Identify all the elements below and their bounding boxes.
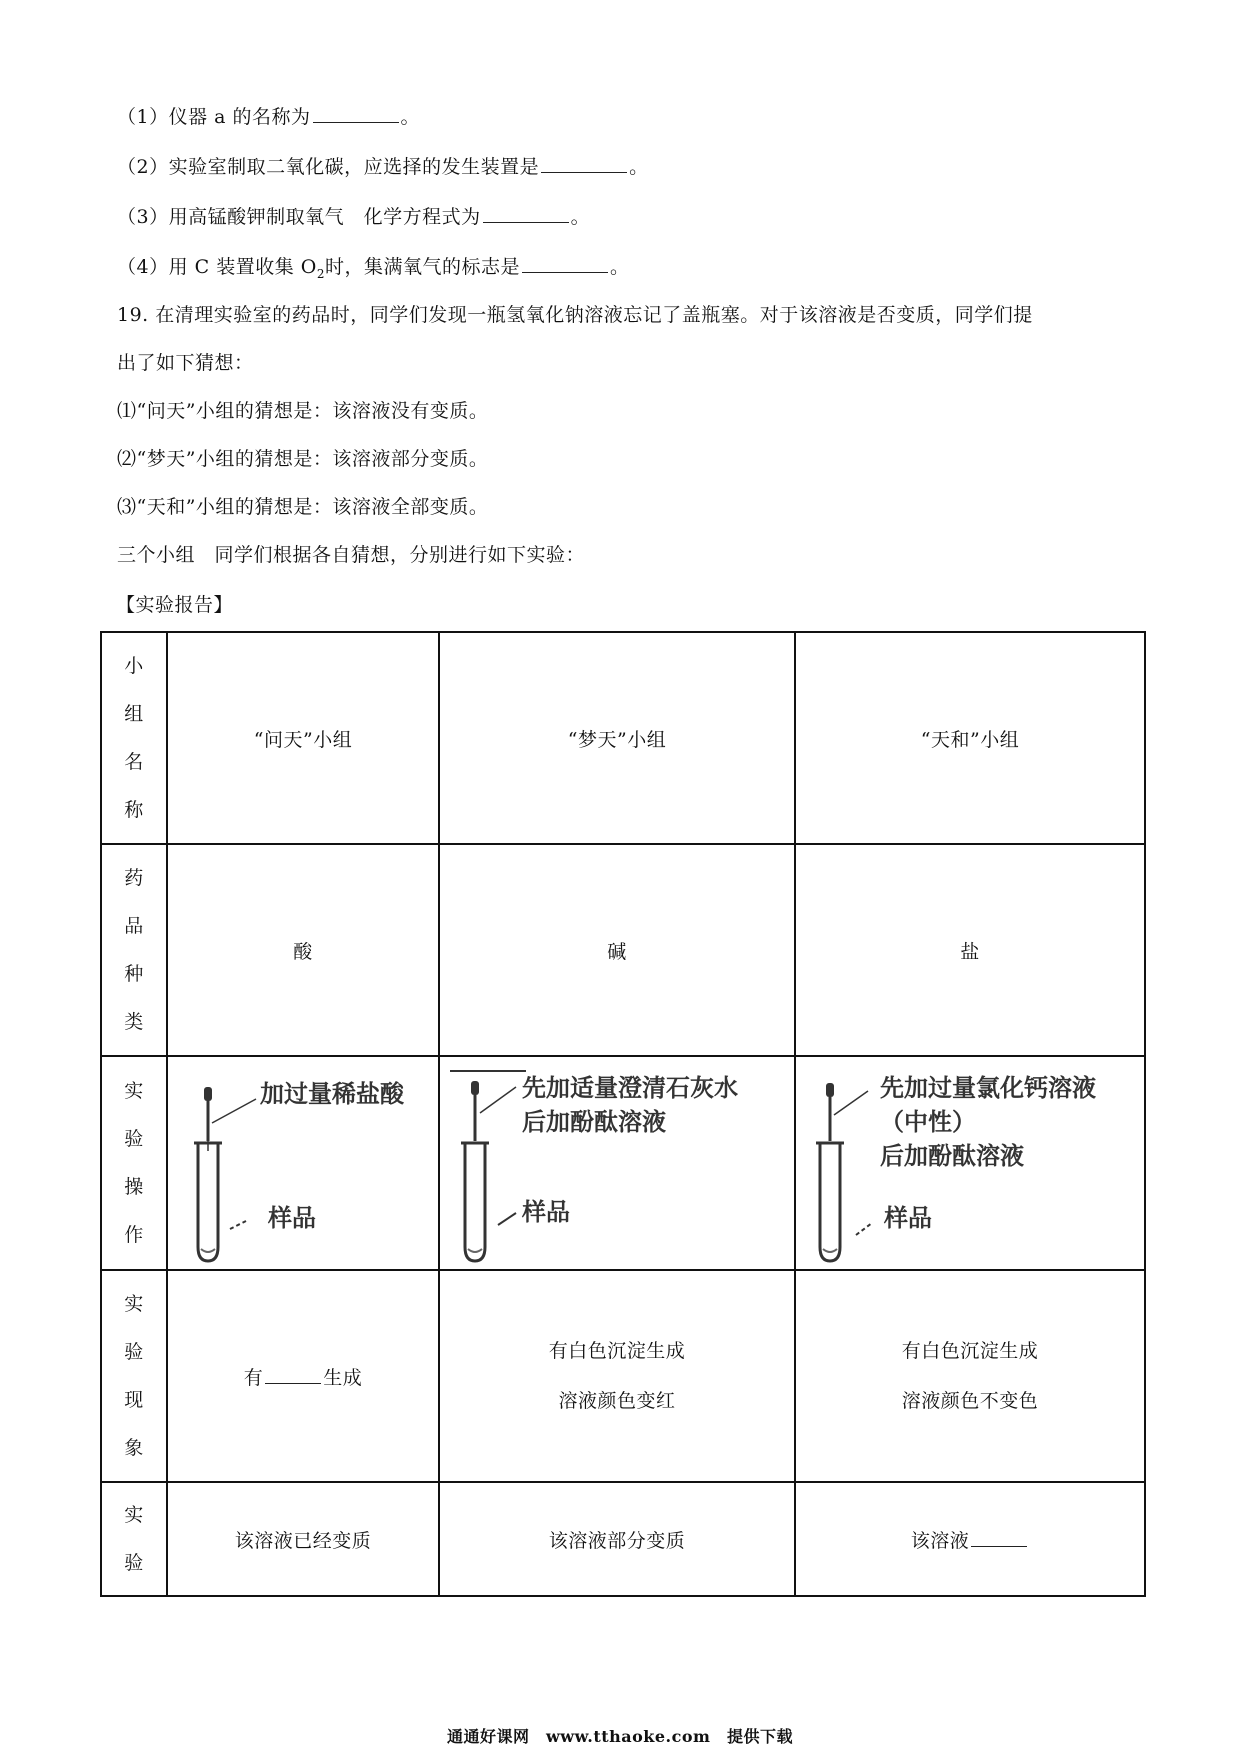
question-2-end: 。 [629,156,649,178]
group-wentian: “问天”小组 [167,632,439,844]
experiment-report-table [100,631,1146,1597]
question-4 [117,254,630,287]
sample-label: 样品 [884,1204,932,1232]
row-header-phenomenon: 实 验 现 象 [101,1270,167,1482]
answer-blank[interactable] [265,1365,321,1384]
question-3-end: 。 [570,206,591,228]
row-phenomenon [101,1270,1145,1482]
question-4-end: 。 [609,256,630,278]
question-4-text-cont: 时，集满氧气的标志是 [324,256,520,278]
answer-blank[interactable] [522,254,608,273]
drug-salt: 盐 [795,844,1145,1056]
row-operation [101,1056,1145,1270]
question-3 [117,204,590,230]
question-4-text: （4）用 C 装置收集 O [117,256,317,278]
question-1 [117,104,420,130]
question-1-end: 。 [400,106,421,128]
row-header-drug-type: 药 品 种 类 [101,844,167,1056]
q19-line2: 出了如下猜想： [117,352,254,374]
row-drug-type [101,844,1145,1056]
sample-label: 样品 [268,1204,316,1232]
sample-label: 样品 [522,1198,570,1226]
phenomenon-tianhe: 有白色沉淀生成 溶液颜色不变色 [795,1270,1145,1482]
answer-blank[interactable] [541,154,627,173]
answer-blank[interactable] [483,204,569,223]
row-conclusion [101,1482,1145,1596]
reagent-label-line1: 先加适量澄清石灰水 [522,1074,738,1102]
reagent-label-line1: 先加过量氯化钙溶液 [880,1074,1096,1102]
conclusion-mengtian: 该溶液部分变质 [439,1482,795,1596]
page-footer: 通通好课网 www.tthaoke.com 提供下载 [447,1727,793,1746]
experiment-intro: 三个小组 同学们根据各自猜想，分别进行如下实验： [117,544,586,566]
report-title: 【实验报告】 [116,594,234,616]
subscript: 2 [316,266,325,281]
operation-tianhe [795,1056,1145,1270]
answer-blank[interactable] [313,104,399,123]
row-group-name [101,632,1145,844]
operation-wentian [167,1056,439,1270]
question-3-text: （3）用高锰酸钾制取氧气 化学方程式为 [117,206,481,228]
reagent-label-line2: （中性） [880,1108,976,1136]
phenomenon-wentian: 有 生成 [167,1270,439,1482]
guess-2: ⑵“梦天”小组的猜想是：该溶液部分变质。 [117,448,489,470]
guess-1: ⑴“问天”小组的猜想是：该溶液没有变质。 [117,400,489,422]
drug-acid: 酸 [167,844,439,1056]
row-header-conclusion: 实 验 [101,1482,167,1596]
reagent-label-line3: 后加酚酞溶液 [880,1142,1024,1170]
row-header-operation: 实 验 操 作 [101,1056,167,1270]
drug-base: 碱 [439,844,795,1056]
phenomenon-mengtian: 有白色沉淀生成 溶液颜色变红 [439,1270,795,1482]
operation-mengtian [439,1056,795,1270]
reagent-label-line2: 后加酚酞溶液 [522,1108,666,1136]
q19-line1: 19. 在清理实验室的药品时，同学们发现一瓶氢氧化钠溶液忘记了盖瓶塞。对于该溶液是否变质，同学们提 [117,304,1033,326]
question-2 [117,154,649,180]
answer-blank[interactable] [971,1528,1027,1547]
conclusion-wentian: 该溶液已经变质 [167,1482,439,1596]
row-header-group-name: 小 组 名 称 [101,632,167,844]
question-1-text: （1）仪器 a 的名称为 [117,106,311,128]
reagent-label: 加过量稀盐酸 [260,1080,404,1108]
conclusion-tianhe: 该溶液 [795,1482,1145,1596]
question-2-text: （2）实验室制取二氧化碳，应选择的发生装置是 [117,156,540,178]
group-tianhe: “天和”小组 [795,632,1145,844]
group-mengtian: “梦天”小组 [439,632,795,844]
guess-3: ⑶“天和”小组的猜想是：该溶液全部变质。 [117,496,489,518]
